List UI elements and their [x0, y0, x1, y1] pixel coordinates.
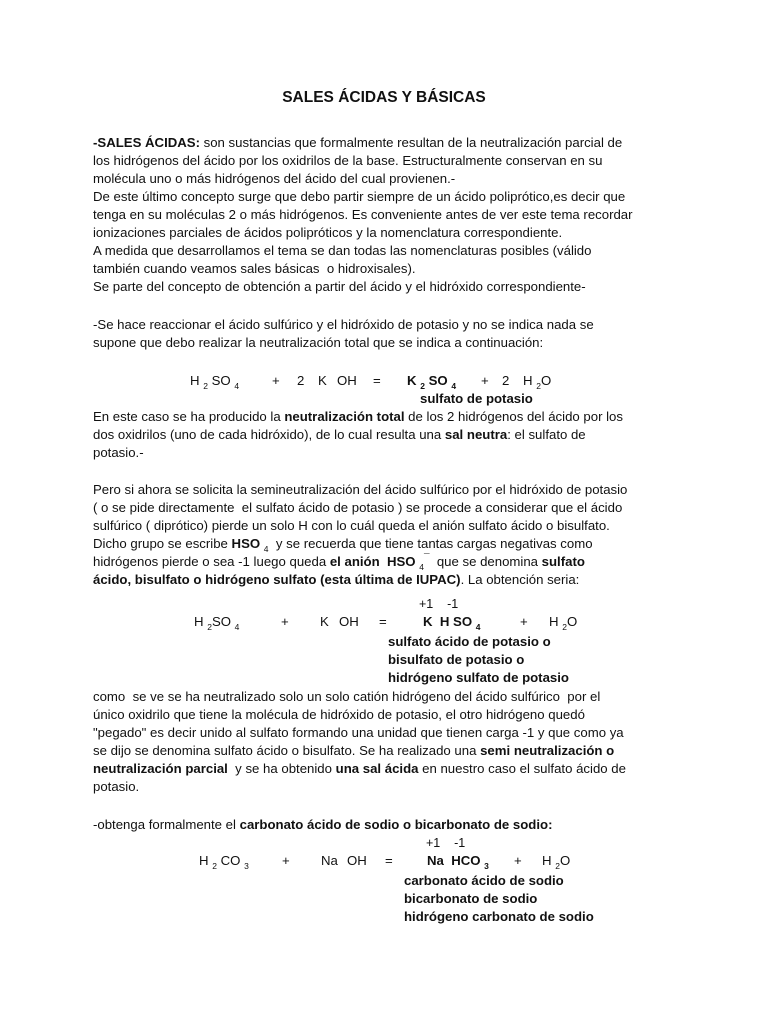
- p5-term-sal-acida: una sal ácida: [335, 761, 419, 776]
- eq3-prod-sub: 3: [484, 861, 489, 871]
- p5-line-3: "pegado" es decir unido al sulfato formando una unidad que tienen carga -1 y que como ya: [93, 725, 624, 740]
- eq2-product-name-1: sulfato ácido de potasio o: [388, 634, 551, 649]
- eq1-prod-so: SO: [428, 373, 448, 388]
- p3-text: : el sulfato de: [507, 427, 586, 442]
- eq1-prod-k-sub: 2: [420, 381, 425, 391]
- eq2-so: SO: [211, 614, 231, 629]
- p4-text: que se denomina: [429, 554, 542, 569]
- eq1-coef-2: 2: [502, 373, 510, 388]
- intro-line-9: Se parte del concepto de obtención a partir del ácido y el hidróxido correspondiente-: [93, 279, 586, 294]
- p5-text: y se ha obtenido: [227, 761, 336, 776]
- eq1-prod-so-sub: 4: [451, 381, 457, 391]
- eq3-product-name-1: carbonato ácido de sodio: [404, 873, 564, 888]
- eq2-k: K: [320, 614, 329, 629]
- p4-line-2: ( o se pide directamente el sulfato ácido de potasio ) se procede a considerar que el ácido: [93, 500, 623, 515]
- p3-text: de los 2 hidrógenos del ácido por los: [404, 409, 623, 424]
- eq2-plus-1: +: [281, 614, 289, 629]
- p4-formula-hso: HSO: [231, 536, 261, 551]
- intro-term: -SALES ÁCIDAS:: [93, 135, 200, 150]
- p4-text: hidrógenos pierde o sea -1 luego queda: [93, 554, 330, 569]
- eq3-product: [427, 852, 489, 871]
- eq3-plus-1: +: [282, 853, 290, 868]
- eq3-charges: +1 -1: [426, 836, 466, 850]
- eq2-equals: =: [379, 614, 387, 629]
- eq2-oh: OH: [339, 614, 359, 629]
- eq1-equals: =: [373, 373, 381, 388]
- eq1-prod-k: K: [407, 373, 417, 388]
- intro-line-3: molécula uno o más hidrógenos del ácido del cual provienen.-: [93, 171, 456, 186]
- eq3-co-sub: 3: [244, 861, 249, 871]
- eq2-water-h: H: [549, 614, 559, 629]
- p3-line-3: potasio.-: [93, 445, 144, 460]
- p5-line-5: [93, 760, 626, 778]
- eq2-prod-sub: 4: [475, 622, 481, 632]
- p2-line-2: supone que debo realizar la neutralización total que se indica a continuación:: [93, 335, 544, 350]
- eq3-reactant-acid: [199, 852, 249, 871]
- eq2-reactant-acid: [194, 613, 239, 632]
- eq3-equals: =: [385, 853, 393, 868]
- eq2-h-sub: 2: [207, 622, 212, 632]
- p4-anion-sub: 4: [419, 562, 424, 572]
- p5-line-4: [93, 742, 614, 760]
- eq2-water: [549, 613, 577, 632]
- p3-text: En este caso se ha producido la: [93, 409, 285, 424]
- eq3-water: [542, 852, 570, 871]
- p6-term-bicarbonato: carbonato ácido de sodio o bicarbonato de sodio:: [239, 817, 553, 832]
- p6-text: -obtenga formalmente el: [93, 817, 240, 832]
- eq3-h: H: [199, 853, 209, 868]
- eq2-product-name-3: hidrógeno sulfato de potasio: [388, 670, 569, 685]
- p4-term-names: ácido, bisulfato o hidrógeno sulfato (esta última de IUPAC): [93, 572, 461, 587]
- eq2-water-o: O: [566, 614, 578, 629]
- eq2-h: H: [194, 614, 204, 629]
- intro-text: son sustancias que formalmente resultan de la neutralización parcial de: [199, 135, 623, 150]
- p5-line-2: único oxidrilo que tiene la molécula de hidróxido de potasio, el otro hidrógeno quedó: [93, 707, 585, 722]
- eq3-h-sub: 2: [212, 861, 217, 871]
- eq3-water-h: H: [542, 853, 552, 868]
- eq1-so-sub: 4: [234, 381, 240, 391]
- eq1-water-sub: 2: [536, 381, 541, 391]
- p5-text: se dijo se denomina sulfato ácido o bisulfato. Se ha realizado una: [93, 743, 481, 758]
- eq3-co: CO: [220, 853, 241, 868]
- p4-text: . La obtención seria:: [460, 572, 580, 587]
- eq1-h-sub: 2: [203, 381, 208, 391]
- p4-line-1: Pero si ahora se solicita la semineutralización del ácido sulfúrico por el hidróxido de potasio: [93, 482, 628, 497]
- eq1-plus-1: +: [272, 373, 280, 388]
- eq3-prod-hco: HCO: [451, 853, 481, 868]
- eq1-reactants: [190, 372, 239, 391]
- eq2-product: [423, 613, 481, 632]
- eq3-product-name-3: hidrógeno carbonato de sodio: [404, 909, 594, 924]
- p4-formula-sub: 4: [263, 544, 269, 554]
- eq1-h: H: [190, 373, 200, 388]
- intro-line-1: [93, 134, 622, 152]
- eq1-so: SO: [211, 373, 231, 388]
- eq1-k: K: [318, 373, 327, 388]
- p4-text: Dicho grupo se escribe: [93, 536, 232, 551]
- intro-line-7: A medida que desarrollamos el tema se dan todas las nomenclaturas posibles (válido: [93, 243, 592, 258]
- eq3-na: Na: [321, 853, 338, 868]
- p3-line-1: [93, 408, 623, 426]
- p5-term-semi: semi neutralización o: [480, 743, 615, 758]
- p3-line-2: [93, 426, 586, 444]
- intro-line-4: De este último concepto surge que debo partir siempre de un ácido poliprótico,es decir que: [93, 189, 626, 204]
- eq2-so-sub: 4: [234, 622, 240, 632]
- p5-line-6: potasio.: [93, 779, 140, 794]
- p4-term-anion: el anión HSO: [329, 554, 416, 569]
- intro-line-5: tenga en su moléculas 2 o más hidrógenos. Es conveniente antes de ver este tema recordar: [93, 207, 633, 222]
- eq3-plus-2: +: [514, 853, 522, 868]
- eq1-water-o: O: [540, 373, 552, 388]
- p5-term-parcial: neutralización parcial: [93, 761, 228, 776]
- p6-line-1: [93, 816, 552, 834]
- p5-line-1: como se ve se ha neutralizado solo un solo catión hidrógeno del ácido sulfúrico por el: [93, 689, 601, 704]
- eq3-product-name-2: bicarbonato de sodio: [404, 891, 538, 906]
- eq1-product-name: sulfato de potasio: [420, 391, 533, 406]
- p4-anion-charge: ¯: [423, 553, 430, 564]
- intro-line-8: también cuando veamos sales básicas o hidroxisales).: [93, 261, 416, 276]
- p5-text: en nuestro caso el sulfato ácido de: [418, 761, 626, 776]
- eq1-product: [407, 372, 456, 391]
- eq1-water: [523, 372, 551, 391]
- eq3-prod-na: Na: [427, 853, 444, 868]
- p4-line-5: [93, 553, 585, 573]
- p2-line-1: -Se hace reaccionar el ácido sulfúrico y el hidróxido de potasio y no se indica nada se: [93, 317, 594, 332]
- eq1-oh: OH: [337, 373, 357, 388]
- p4-term-sulfato: sulfato: [541, 554, 585, 569]
- eq2-charges: +1 -1: [419, 597, 459, 611]
- intro-line-2: los hidrógenos del ácido por los oxidrilos de la base. Estructuralmente conservan en su: [93, 153, 603, 168]
- eq3-water-o: O: [559, 853, 571, 868]
- page-title: SALES ÁCIDAS Y BÁSICAS: [282, 89, 486, 106]
- eq1-plus-2: +: [481, 373, 489, 388]
- eq3-water-sub: 2: [555, 861, 560, 871]
- eq1-water-h: H: [523, 373, 533, 388]
- p3-term-neutralizacion-total: neutralización total: [284, 409, 405, 424]
- eq2-plus-2: +: [520, 614, 528, 629]
- eq1-coef-1: 2: [297, 373, 305, 388]
- eq2-water-sub: 2: [562, 622, 567, 632]
- intro-line-6: ionizaciones parciales de ácidos polipróticos y la nomenclatura correspondiente.: [93, 225, 563, 240]
- eq3-oh: OH: [347, 853, 367, 868]
- p4-text: y se recuerda que tiene tantas cargas negativas como: [268, 536, 593, 551]
- eq2-prod-k: K: [423, 614, 433, 629]
- eq2-product-name-2: bisulfato de potasio o: [388, 652, 525, 667]
- p3-term-sal-neutra: sal neutra: [444, 427, 508, 442]
- eq2-prod-hso: H SO: [439, 614, 473, 629]
- p4-line-4: [93, 535, 593, 554]
- p3-text: dos oxidrilos (uno de cada hidróxido), de lo cual resulta una: [93, 427, 445, 442]
- p4-line-3: sulfúrico ( diprótico) pierde un solo H con lo cuál queda el anión sulfato ácido o bisulfato.: [93, 518, 610, 533]
- p4-line-6: [93, 571, 579, 589]
